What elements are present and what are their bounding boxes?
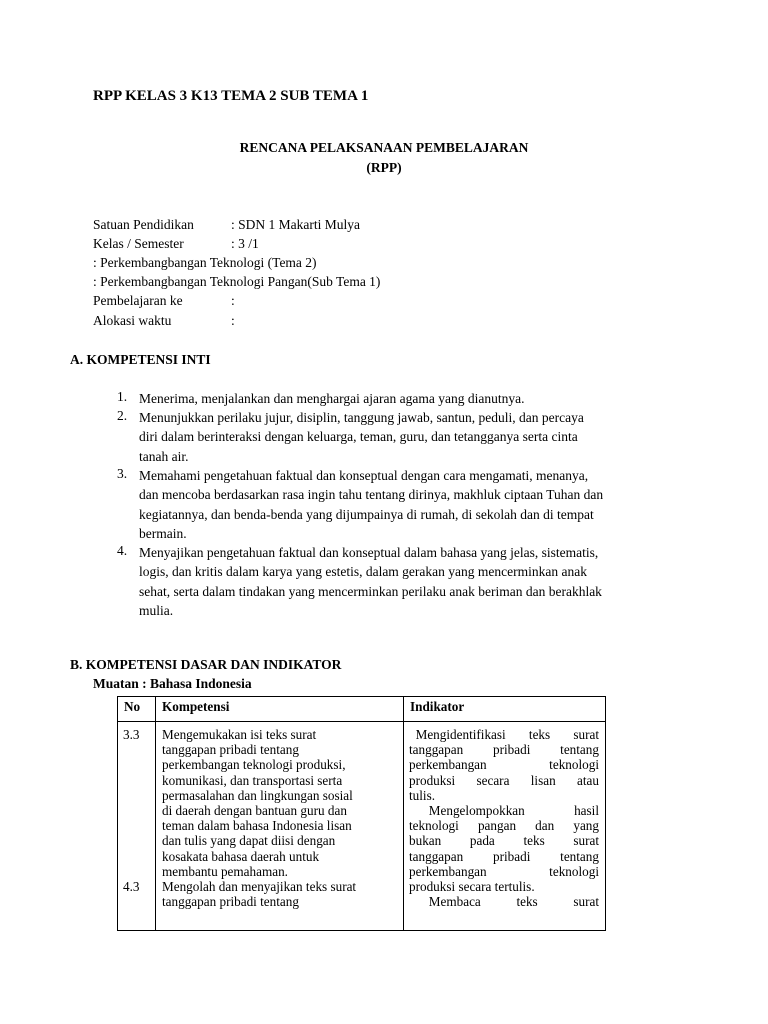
kelas-value: : 3 /1 [231, 236, 259, 251]
ki-item-line: diri dalam berinteraksi dengan keluarga, teman, guru, dan tetangganya serta cinta [139, 429, 578, 445]
satuan-label: Satuan Pendidikan [93, 217, 194, 232]
kompetensi-line: kosakata bahasa daerah untuk [162, 848, 320, 864]
indikator-word: tentang [560, 848, 599, 864]
indikator-line [409, 773, 599, 788]
indikator-word: pangan [477, 818, 517, 834]
heading-line-2: (RPP) [366, 160, 402, 175]
indikator-word: teks [516, 894, 538, 910]
indikator-word: bukan [409, 833, 442, 849]
indikator-word: perkembangan [409, 757, 487, 773]
indikator-word: secara [476, 772, 510, 788]
ki-item-line: Menyajikan pengetahuan faktual dan konseptual dalam bahasa yang jelas, sistematis, [139, 545, 599, 560]
no-line [123, 849, 155, 864]
kompetensi-line: Mengolah dan menyajikan teks surat [162, 879, 357, 895]
cell-indikator [404, 722, 606, 931]
indikator-word: pribadi [493, 848, 531, 864]
kompetensi-line: perkembangan teknologi produksi, [162, 757, 346, 773]
indikator-word: produksi secara tertulis. [409, 879, 535, 895]
section-a-heading: A. KOMPETENSI INTI [70, 352, 211, 367]
indikator-word: tanggapan [409, 848, 464, 864]
kompetensi-dasar-table [117, 696, 606, 931]
indikator-line [409, 818, 599, 833]
pembelajaran-value: : [231, 293, 235, 308]
indikator-word: pada [469, 833, 495, 849]
alokasi-label: Alokasi waktu [93, 313, 172, 328]
indikator-word: Membaca [409, 894, 481, 910]
indikator-word: teks [528, 727, 551, 742]
header-indikator: Indikator [404, 697, 606, 722]
indikator-word: teknologi [549, 757, 599, 773]
muatan-label: Muatan : Bahasa Indonesia [93, 676, 252, 691]
section-b-heading: B. KOMPETENSI DASAR DAN INDIKATOR [70, 657, 342, 672]
ki-item-line: Menunjukkan perilaku jujur, disiplin, tanggung jawab, santun, peduli, dan percaya [139, 410, 584, 425]
indikator-line [409, 742, 599, 757]
kompetensi-line: tanggapan pribadi tentang [162, 742, 299, 758]
ki-item-line: Memahami pengetahuan faktual dan konseptual dengan cara mengamati, menanya, [139, 468, 589, 483]
no-line [123, 894, 155, 909]
indikator-line [409, 879, 599, 894]
kompetensi-line: membantu pemahaman. [162, 863, 288, 879]
kompetensi-line: dan tulis yang dapat diisi dengan [162, 833, 336, 849]
table-header-row [118, 697, 606, 722]
no-line: 4.3 [123, 879, 140, 895]
indikator-word: tentang [560, 742, 599, 758]
indikator-word: Mengidentifikasi [409, 727, 506, 742]
no-line [123, 742, 155, 757]
indikator-word: teks [523, 833, 545, 849]
indikator-line [409, 849, 599, 864]
ki-item-line: tanah air. [139, 448, 189, 464]
indikator-word: teknologi [409, 818, 459, 834]
indikator-line [409, 788, 599, 803]
kompetensi-line: di daerah dengan bantuan guru dan [162, 803, 347, 819]
ki-item-number: 1. [117, 389, 128, 404]
heading-line-1: RENCANA PELAKSANAAN PEMBELAJARAN [239, 140, 529, 155]
no-line [123, 757, 155, 772]
indikator-word: dan [535, 818, 555, 834]
indikator-line [409, 833, 599, 848]
no-line [123, 803, 155, 818]
indikator-word: atau [577, 772, 599, 788]
no-line [123, 818, 155, 833]
indikator-word: surat [573, 727, 599, 742]
indikator-word: surat [573, 833, 599, 849]
kompetensi-line: permasalahan dan lingkungan sosial [162, 787, 353, 803]
subtema-line: : Perkembangbangan Teknologi Pangan(Sub Tema 1) [93, 274, 381, 289]
cell-no [118, 722, 156, 931]
ki-item-line: dan mencoba berdasarkan rasa ingin tahu tentang dirinya, makhluk ciptaan Tuhan dan [139, 487, 604, 503]
no-line [123, 833, 155, 848]
no-line: 3.3 [123, 727, 140, 742]
document-title: RPP KELAS 3 K13 TEMA 2 SUB TEMA 1 [93, 88, 369, 104]
indikator-word: teknologi [549, 863, 599, 879]
kompetensi-line: komunikasi, dan transportasi serta [162, 772, 343, 788]
no-line [123, 788, 155, 803]
alokasi-value: : [231, 313, 235, 328]
ki-item-number: 3. [117, 466, 128, 481]
ki-item-line: mulia. [139, 602, 174, 618]
kelas-label: Kelas / Semester [93, 236, 184, 251]
indikator-word: tanggapan [409, 742, 464, 758]
kompetensi-line: tanggapan pribadi tentang [162, 894, 299, 910]
ki-item-number: 4. [117, 543, 128, 558]
satuan-value: : SDN 1 Makarti Mulya [231, 217, 360, 232]
ki-item-line: sehat, serta dalam tindakan yang mencerminkan perilaku anak beriman dan berakhlak [139, 583, 602, 599]
table-row [118, 722, 606, 931]
indikator-word: produksi [409, 772, 456, 788]
indikator-word: perkembangan [409, 863, 487, 879]
pembelajaran-label: Pembelajaran ke [93, 293, 183, 308]
cell-kompetensi [156, 722, 404, 931]
kompetensi-line: teman dalam bahasa Indonesia lisan [162, 818, 352, 834]
indikator-line [409, 864, 599, 879]
indikator-line [409, 727, 599, 742]
indikator-line [409, 894, 599, 909]
ki-item-line: Menerima, menjalankan dan menghargai ajaran agama yang dianutnya. [139, 391, 525, 406]
tema-line: : Perkembangbangan Teknologi (Tema 2) [93, 255, 317, 270]
indikator-word: yang [573, 818, 599, 834]
indikator-word: tulis. [409, 787, 436, 803]
indikator-line [409, 757, 599, 772]
ki-item-line: kegiatannya, dan benda-benda yang dijumpainya di rumah, di sekolah dan di tempat [139, 506, 594, 522]
indikator-word: lisan [530, 772, 556, 788]
indikator-word: surat [573, 894, 599, 910]
indikator-word: Mengelompokkan [409, 803, 525, 819]
kompetensi-line: Mengemukakan isi teks surat [162, 727, 317, 742]
indikator-word: hasil [574, 803, 599, 819]
ki-item-line: logis, dan kritis dalam karya yang estetis, dalam gerakan yang mencerminkan anak [139, 564, 587, 580]
header-kompetensi: Kompetensi [156, 697, 404, 722]
header-no: No [118, 697, 156, 722]
ki-item-number: 2. [117, 408, 128, 423]
indikator-word: pribadi [493, 742, 531, 758]
no-line [123, 773, 155, 788]
indikator-line [409, 803, 599, 818]
ki-item-line: bermain. [139, 525, 187, 541]
no-line [123, 864, 155, 879]
